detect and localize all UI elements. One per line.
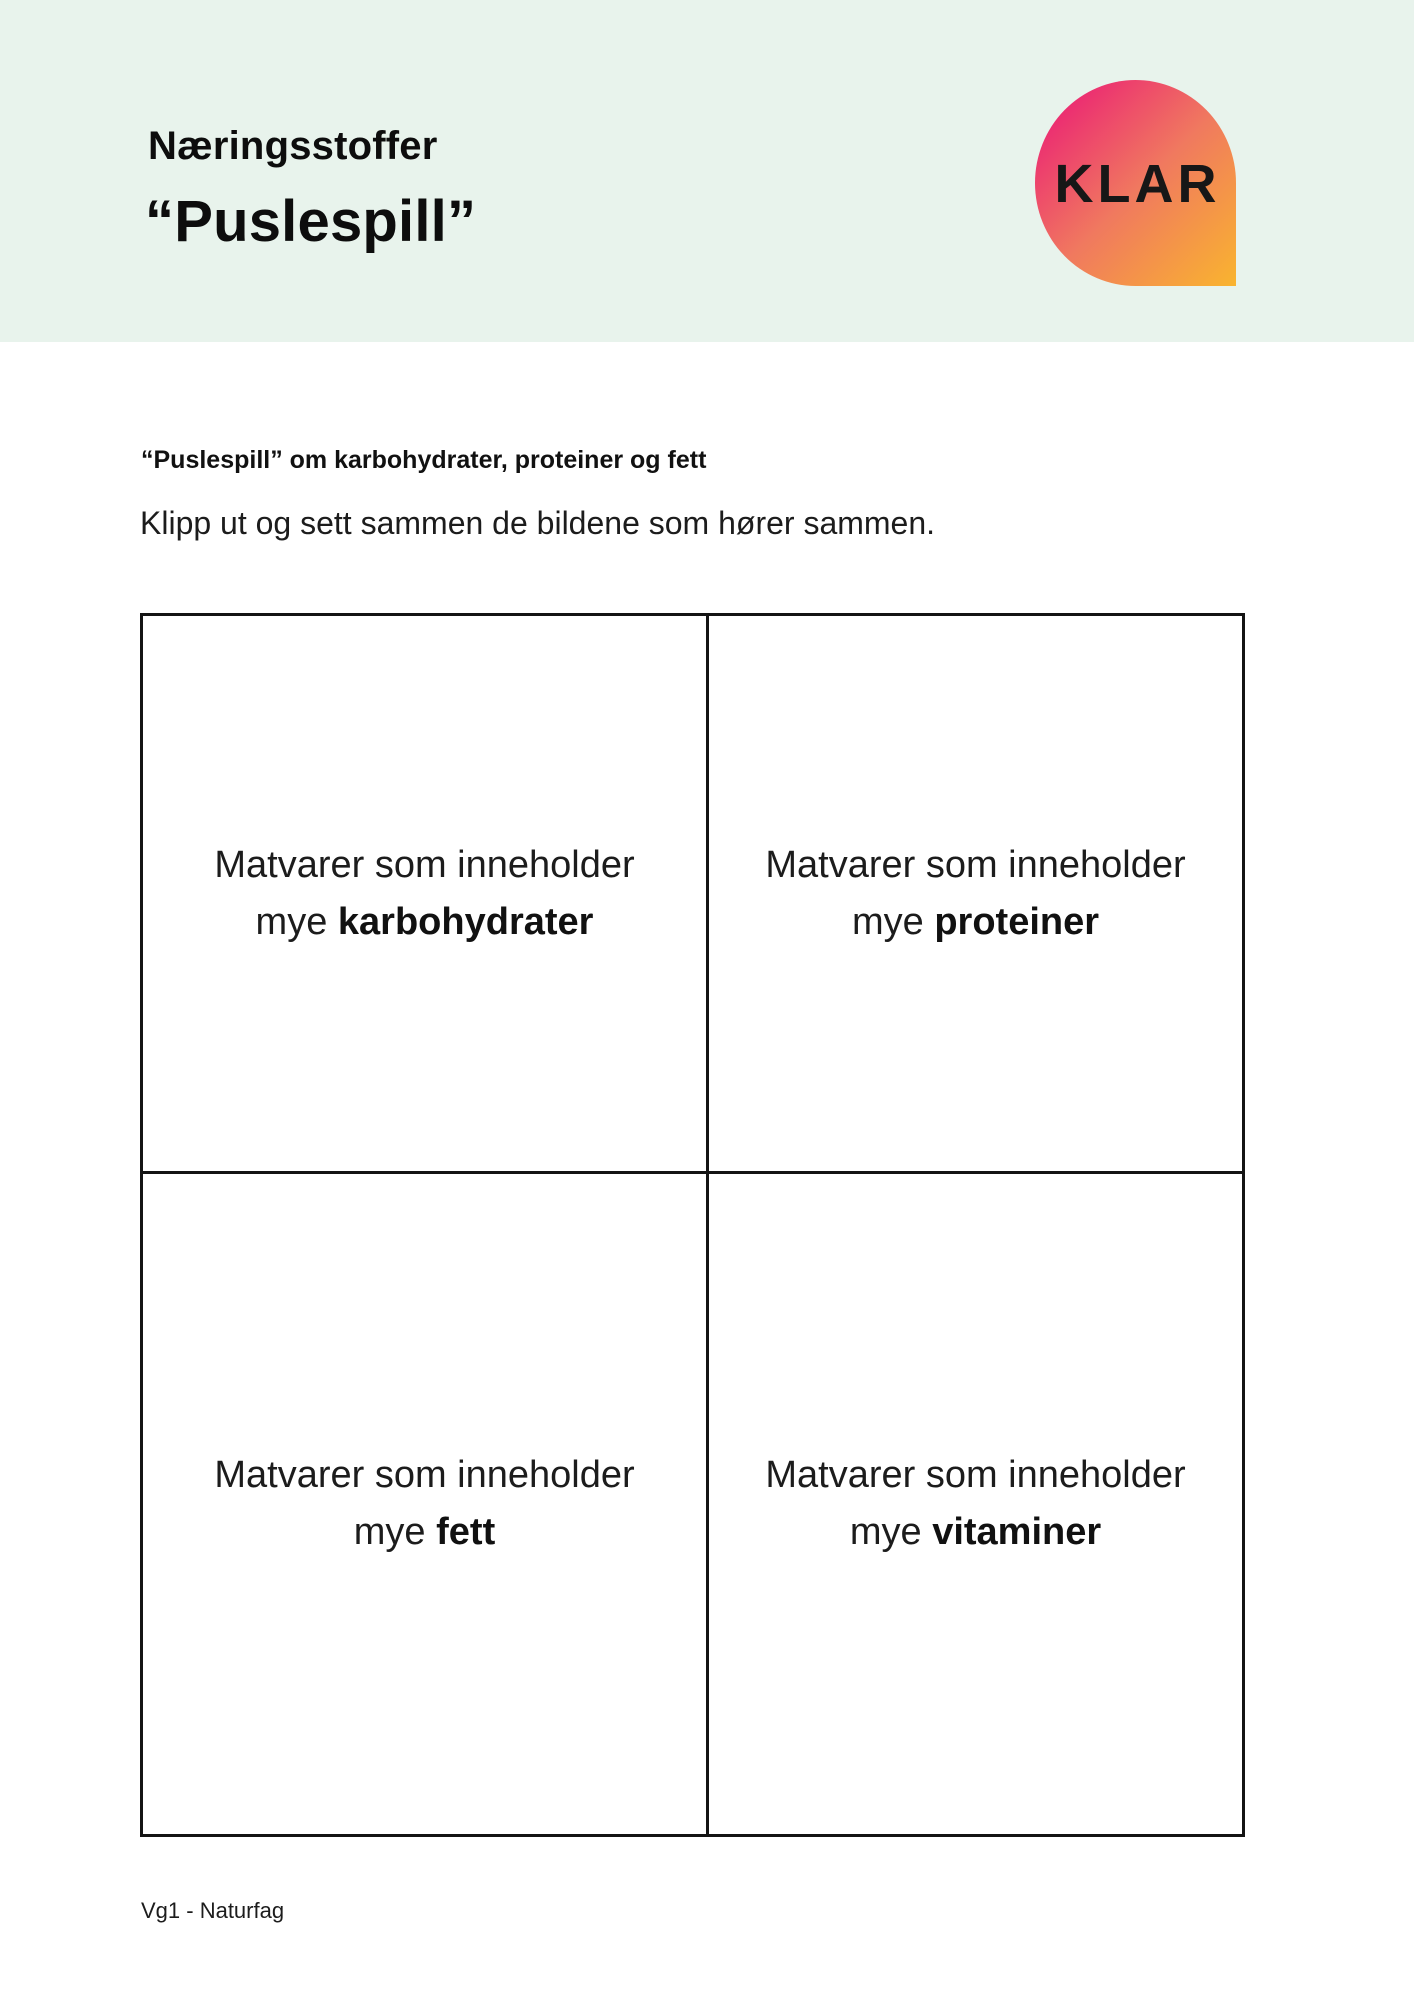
table-cell-karbohydrater (143, 616, 709, 1174)
cell-keyword: fett (436, 1511, 496, 1554)
cell-keyword: vitaminer (932, 1511, 1102, 1554)
klar-logo-text: KLAR (1054, 154, 1221, 214)
instruction-text: Klipp ut og sett sammen de bildene som hører sammen. (140, 505, 936, 541)
cell-keyword: karbohydrater (337, 900, 594, 943)
cell-line1: Matvarer som inneholder (765, 843, 1186, 886)
cell-line1: Matvarer som inneholder (214, 843, 635, 886)
cell-line2-prefix: mye (849, 1511, 933, 1554)
cell-text-proteiner (765, 837, 1185, 951)
table-cell-fett (143, 1174, 709, 1834)
cell-keyword: proteiner (934, 900, 1100, 943)
worksheet-subtitle: “Puslespill” om karbohydrater, proteiner og fett (141, 446, 707, 474)
cell-line2-prefix: mye (353, 1511, 437, 1554)
cell-line1: Matvarer som inneholder (765, 1454, 1186, 1497)
table-cell-vitaminer (709, 1174, 1242, 1834)
cell-line1: Matvarer som inneholder (214, 1454, 635, 1497)
footer-label: Vg1 - Naturfag (141, 1898, 285, 1923)
topic-label: Næringsstoffer (148, 124, 438, 168)
table-cell-proteiner (709, 616, 1242, 1174)
cell-text-karbohydrater (214, 837, 634, 951)
cell-text-vitaminer (765, 1447, 1185, 1561)
page-title: “Puslespill” (145, 189, 477, 254)
cell-line2-prefix: mye (851, 900, 935, 943)
header-band (0, 0, 1414, 342)
puzzle-table (140, 613, 1245, 1837)
cell-text-fett (214, 1447, 634, 1561)
klar-logo (1035, 80, 1236, 286)
cell-line2-prefix: mye (255, 900, 338, 943)
